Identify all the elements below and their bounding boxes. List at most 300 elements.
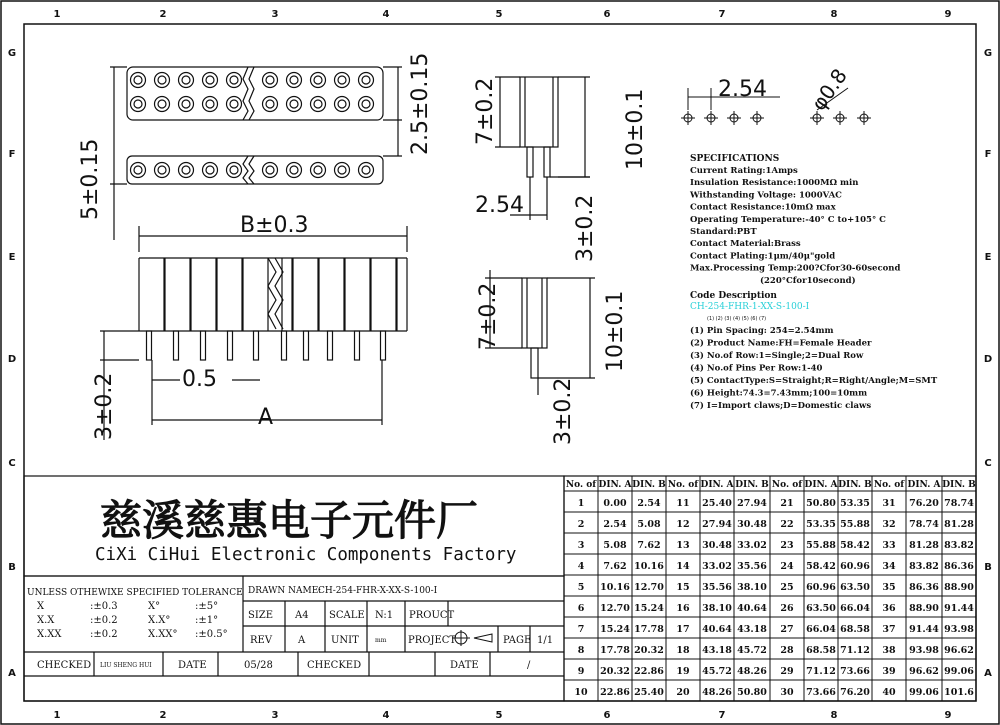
front-pin — [282, 331, 287, 360]
date1-value: 05/28 — [244, 660, 273, 671]
zone-row-label: F — [8, 149, 16, 160]
zone-col-label: 6 — [603, 710, 611, 721]
company-english: CiXi CiHui Electronic Components Factory — [95, 545, 517, 565]
front-pin — [147, 331, 152, 360]
table-cell: 8 — [577, 645, 585, 656]
code-item: (5) ContactType:S=Straight;R=Right/Angle;M=SMT — [690, 376, 938, 386]
table-cell: 60.96 — [806, 582, 836, 593]
table-cell: 53.35 — [806, 519, 836, 530]
top-view-hole — [203, 73, 218, 88]
table-cell: 31 — [882, 498, 896, 509]
side2-body-dim: 7±0.2 — [476, 282, 501, 350]
table-cell: 6 — [577, 603, 585, 614]
table-cell: 13 — [676, 540, 690, 551]
table-cell: 48.26 — [702, 687, 732, 698]
company-chinese: 慈溪慈惠电子元件厂 — [100, 496, 479, 545]
scale-label: SCALE — [329, 610, 365, 621]
table-cell: 78.74 — [944, 498, 974, 509]
table-cell: 14 — [676, 561, 690, 572]
zone-col-label: 1 — [53, 9, 61, 20]
table-cell: 26 — [780, 603, 794, 614]
table-cell: 19 — [676, 666, 690, 677]
table-cell: 50.80 — [806, 498, 836, 509]
table-cell: 76.20 — [840, 687, 870, 698]
drawn-name-label: DRAWN NAME: — [248, 586, 322, 596]
table-cell: 63.50 — [840, 582, 870, 593]
top-view-hole-inner — [230, 76, 238, 84]
spec-line: Insulation Resistance:1000MΩ min — [690, 178, 859, 189]
projection-symbol-icon — [452, 630, 492, 646]
table-cell: 58.42 — [806, 561, 836, 572]
project-label: PROJECT — [408, 635, 457, 646]
tolerance-cell: :±0.5° — [195, 629, 228, 640]
table-cell: 73.66 — [806, 687, 836, 698]
spec-line: (220°Cfor10second) — [760, 275, 856, 286]
table-cell: 55.88 — [806, 540, 836, 551]
top-view-hole-inner — [338, 76, 346, 84]
table-cell: 20.32 — [600, 666, 630, 677]
top-view-hole — [131, 73, 146, 88]
front-pin — [174, 331, 179, 360]
top-view-hole-inner — [182, 100, 190, 108]
table-cell: 12 — [676, 519, 690, 530]
table-cell: 96.62 — [944, 645, 974, 656]
checked1-value: LIU SHENG HUI — [100, 662, 152, 669]
side2-pin-dim: 3±0.2 — [551, 377, 576, 445]
table-cell: 43.18 — [737, 624, 767, 635]
table-cell: 33.02 — [702, 561, 732, 572]
table-cell: 17 — [676, 624, 690, 635]
table-cell: 53.35 — [840, 498, 870, 509]
zone-row-label: C — [8, 458, 16, 469]
side1-total-dim: 10±0.1 — [623, 88, 648, 170]
top-view-hole — [287, 163, 302, 178]
table-cell: 99.06 — [944, 666, 974, 677]
zone-col-label: 6 — [603, 9, 611, 20]
table-cell: 24 — [780, 561, 794, 572]
table-cell: 50.80 — [737, 687, 767, 698]
specs-title: SPECIFICATIONS — [690, 154, 780, 164]
table-cell: 10 — [574, 687, 588, 698]
spec-line: Max.Processing Temp:200?Cfor30-60second — [690, 263, 901, 274]
table-cell: 7 — [577, 624, 585, 635]
zone-col-label: 1 — [53, 710, 61, 721]
zone-row-label: G — [983, 48, 993, 59]
table-header: DIN. A — [804, 480, 838, 490]
top-view-hole-inner — [266, 76, 274, 84]
top-view-hole-inner — [290, 166, 298, 174]
zone-row-label: F — [984, 149, 992, 160]
tolerance-cell: X.X — [37, 615, 55, 626]
top-view-hole — [263, 97, 278, 112]
tolerance-title: UNLESS OTHEWIXE SPECIFIED TOLERANCE — [27, 588, 243, 598]
front-pin — [381, 331, 386, 360]
table-cell: 81.28 — [909, 540, 939, 551]
table-header: DIN. A — [907, 480, 941, 490]
code-items — [690, 325, 938, 411]
table-cell: 10.16 — [600, 582, 630, 593]
table-cell: 4 — [577, 561, 585, 572]
tolerance-cell: X° — [148, 601, 161, 612]
table-cell: 10.16 — [634, 561, 664, 572]
zone-col-label: 4 — [382, 710, 390, 721]
table-cell: 27 — [780, 624, 794, 635]
top-view-hole-inner — [314, 100, 322, 108]
table-cell: 40.64 — [737, 603, 767, 614]
code-item: (3) No.of Row:1=Single;2=Dual Row — [690, 351, 864, 361]
spec-line: Contact Material:Brass — [690, 239, 801, 250]
table-cell: 11 — [676, 498, 690, 509]
top-view-hole — [359, 97, 374, 112]
top-view-hole-inner — [338, 100, 346, 108]
table-cell: 83.82 — [944, 540, 974, 551]
top-view-hole-inner — [134, 166, 142, 174]
side2-total-dim: 10±0.1 — [603, 290, 628, 372]
table-cell: 40 — [882, 687, 896, 698]
table-cell: 71.12 — [840, 645, 870, 656]
top-view-hole — [335, 163, 350, 178]
table-cell: 12.70 — [600, 603, 630, 614]
spec-line: Contact Resistance:10mΩ max — [690, 202, 836, 213]
side-view-single — [485, 270, 595, 395]
table-cell: 35 — [882, 582, 896, 593]
top-view-hole — [203, 97, 218, 112]
top-view-hole — [155, 163, 170, 178]
top-view-hole-inner — [290, 76, 298, 84]
top-view-hole — [335, 73, 350, 88]
top-view-hole-inner — [230, 166, 238, 174]
top-view-hole — [287, 97, 302, 112]
top-view-hole — [227, 73, 242, 88]
top-view-hole-inner — [314, 76, 322, 84]
table-header: No. of — [667, 480, 699, 490]
tolerance-rows — [37, 601, 228, 640]
date2-label: DATE — [450, 660, 479, 671]
table-cell: 25.40 — [634, 687, 664, 698]
top-view-hole-inner — [338, 166, 346, 174]
table-cell: 18 — [676, 645, 690, 656]
top-view-hole — [263, 163, 278, 178]
rev-label: REV — [250, 635, 273, 646]
table-cell: 2.54 — [603, 519, 627, 530]
table-header: DIN. B — [838, 480, 872, 490]
zone-col-label: 5 — [495, 9, 503, 20]
front-pin — [355, 331, 360, 360]
zone-col-label: 9 — [944, 710, 952, 721]
top-view-hole — [311, 73, 326, 88]
table-header: No. of — [565, 480, 597, 490]
table-cell: 35.56 — [702, 582, 732, 593]
table-cell: 88.90 — [944, 582, 974, 593]
zone-col-label: 7 — [718, 710, 726, 721]
table-cell: 68.58 — [840, 624, 870, 635]
spec-line: Withstanding Voltage: 1000VAC — [690, 190, 842, 201]
table-cell: 25.40 — [702, 498, 732, 509]
table-cell: 25 — [780, 582, 794, 593]
zone-row-label: A — [8, 668, 16, 679]
table-cell: 60.96 — [840, 561, 870, 572]
table-cell: 7.62 — [603, 561, 627, 572]
table-cell: 7.62 — [637, 540, 661, 551]
date2-value: / — [527, 660, 531, 671]
tolerance-cell: X.XX° — [148, 629, 178, 640]
table-header: DIN. B — [632, 480, 666, 490]
table-cell: 17.78 — [600, 645, 630, 656]
table-cell: 96.62 — [909, 666, 939, 677]
top-view-hole-inner — [134, 100, 142, 108]
front-pin-length-dim: 3±0.2 — [92, 372, 117, 440]
tolerance-cell: :±0.3 — [90, 601, 118, 612]
table-cell: 93.98 — [909, 645, 939, 656]
table-cell: 45.72 — [702, 666, 732, 677]
spec-line: Contact Plating:1μm/40μ"gold — [690, 251, 836, 262]
zone-col-label: 4 — [382, 9, 390, 20]
table-cell: 91.44 — [944, 603, 974, 614]
zone-row-label: E — [984, 252, 992, 263]
front-view-drawing — [100, 226, 407, 440]
table-cell: 2.54 — [637, 498, 661, 509]
top-view-hole — [131, 163, 146, 178]
code-indices: (1) (2) (3) (4) (5) (6) (7) — [707, 316, 767, 322]
page-value: 1/1 — [537, 635, 554, 646]
zone-col-label: 3 — [271, 710, 279, 721]
zone-row-label: G — [7, 48, 17, 59]
side1-pin-dim: 3±0.2 — [573, 194, 598, 262]
table-cell: 88.90 — [909, 603, 939, 614]
table-cell: 22 — [780, 519, 794, 530]
top-view-hole-inner — [206, 100, 214, 108]
spec-line: Current Rating:1Amps — [690, 166, 798, 176]
table-cell: 2 — [577, 519, 585, 530]
side1-pitch-dim: 2.54 — [475, 193, 524, 218]
top-view-hole — [155, 73, 170, 88]
top-view-hole-inner — [134, 76, 142, 84]
table-cell: 5.08 — [637, 519, 661, 530]
top-view-hole-inner — [158, 76, 166, 84]
checked1-label: CHECKED — [37, 660, 92, 671]
table-cell: 15.24 — [600, 624, 630, 635]
table-cell: 5.08 — [603, 540, 627, 551]
code-item: (2) Product Name:FH=Female Header — [690, 338, 872, 349]
zone-col-label: 2 — [159, 710, 167, 721]
top-view-hole-inner — [158, 100, 166, 108]
pcb-hole-pattern — [681, 111, 871, 125]
code-title: Code Description — [690, 291, 777, 301]
tolerance-cell: X.XX — [37, 629, 62, 640]
table-cell: 63.50 — [806, 603, 836, 614]
rev-value: A — [298, 635, 306, 646]
top-view-hole — [227, 97, 242, 112]
zone-row-label: D — [7, 354, 17, 365]
top-view-hole-inner — [266, 166, 274, 174]
top-view-hole — [155, 97, 170, 112]
top-view-hole — [311, 163, 326, 178]
top-view-hole — [287, 73, 302, 88]
zone-row-label: A — [984, 668, 992, 679]
unit-label: UNIT — [331, 635, 359, 646]
table-cell: 83.82 — [909, 561, 939, 572]
table-cell: 27.94 — [702, 519, 732, 530]
code-item: (6) Height:74.3=7.43mm;100=10mm — [690, 388, 868, 399]
table-cell: 38.10 — [702, 603, 732, 614]
table-cell: 17.78 — [634, 624, 664, 635]
top-view-hole-inner — [182, 76, 190, 84]
table-cell: 39 — [882, 666, 896, 677]
table-cell: 38 — [882, 645, 896, 656]
table-cell: 33 — [882, 540, 896, 551]
side1-body-dim: 7±0.2 — [473, 77, 498, 145]
body-width-dim: B±0.3 — [240, 213, 309, 238]
scale-value: N:1 — [375, 610, 394, 621]
table-cell: 5 — [577, 582, 585, 593]
table-cell: 12.70 — [634, 582, 664, 593]
front-pin — [201, 331, 206, 360]
top-view-hole — [311, 97, 326, 112]
unit-value: mm — [375, 637, 387, 644]
tolerance-cell: :±0.2 — [90, 629, 118, 640]
table-cell: 99.06 — [909, 687, 939, 698]
top-view-hole — [179, 163, 194, 178]
spec-lines — [689, 166, 900, 286]
table-cell: 1 — [577, 498, 585, 509]
top-view-hole-inner — [290, 100, 298, 108]
zone-row-label: B — [8, 562, 16, 573]
table-cell: 93.98 — [944, 624, 974, 635]
checked2-label: CHECKED — [307, 660, 362, 671]
zone-col-label: 8 — [830, 710, 838, 721]
top-view-hole-inner — [362, 166, 370, 174]
zone-row-label: B — [984, 562, 992, 573]
tolerance-cell: :±5° — [195, 601, 219, 612]
table-header: No. of — [873, 480, 905, 490]
table-cell: 0.00 — [603, 498, 627, 509]
dimension-table — [564, 476, 976, 701]
table-header: DIN. A — [700, 480, 734, 490]
table-cell: 66.04 — [840, 603, 870, 614]
front-pin — [228, 331, 233, 360]
table-cell: 3 — [577, 540, 585, 551]
length-a-dim: A — [258, 405, 274, 430]
hole-pitch-dim: 2.54 — [718, 77, 767, 102]
pin-width-dim: 0.5 — [182, 367, 217, 392]
tolerance-cell: X.X° — [148, 615, 171, 626]
top-view-hole-inner — [182, 166, 190, 174]
top-view-hole — [203, 163, 218, 178]
tolerance-cell: :±1° — [195, 615, 219, 626]
code-string: CH-254-FHR-1-XX-S-100-I — [690, 302, 810, 312]
table-cell: 9 — [577, 666, 585, 677]
table-cell: 22.86 — [634, 666, 664, 677]
top-view-hole-inner — [362, 100, 370, 108]
top-view-hole — [335, 97, 350, 112]
table-header: DIN. B — [735, 480, 769, 490]
page-label: PAGE — [503, 635, 532, 646]
top-view-hole-inner — [230, 100, 238, 108]
table-cell: 66.04 — [806, 624, 836, 635]
table-cell: 15.24 — [634, 603, 664, 614]
top-view-hole — [179, 73, 194, 88]
date1-label: DATE — [178, 660, 207, 671]
table-cell: 78.74 — [909, 519, 939, 530]
spec-line: Operating Temperature:-40° C to+105° C — [690, 214, 886, 225]
table-cell: 29 — [780, 666, 794, 677]
table-cell: 30 — [780, 687, 794, 698]
side-height-dim: 5±0.15 — [78, 138, 103, 220]
zone-row-label: E — [8, 252, 16, 263]
table-cell: 58.42 — [840, 540, 870, 551]
top-view-hole — [263, 73, 278, 88]
size-value: A4 — [295, 610, 309, 621]
tolerance-cell: X — [37, 601, 45, 612]
table-cell: 76.20 — [909, 498, 939, 509]
tolerance-cell: :±0.2 — [90, 615, 118, 626]
zone-col-label: 9 — [944, 9, 952, 20]
top-view-hole-inner — [362, 76, 370, 84]
zone-col-label: 2 — [159, 9, 167, 20]
zone-col-label: 5 — [495, 710, 503, 721]
table-cell: 45.72 — [737, 645, 767, 656]
table-cell: 27.94 — [737, 498, 767, 509]
top-view-hole — [359, 73, 374, 88]
table-cell: 20 — [676, 687, 690, 698]
zone-col-label: 8 — [830, 9, 838, 20]
table-cell: 73.66 — [840, 666, 870, 677]
table-header: DIN. B — [942, 480, 976, 490]
product-label: PROUCT — [409, 610, 455, 621]
table-cell: 28 — [780, 645, 794, 656]
top-height-dim: 2.5±0.15 — [408, 52, 433, 155]
spec-line: Standard:PBT — [690, 227, 757, 237]
table-cell: 33.02 — [737, 540, 767, 551]
table-cell: 91.44 — [909, 624, 939, 635]
table-header: No. of — [771, 480, 803, 490]
table-cell: 37 — [882, 624, 896, 635]
top-view-hole-inner — [206, 166, 214, 174]
table-cell: 30.48 — [737, 519, 767, 530]
table-cell: 34 — [882, 561, 896, 572]
table-cell: 86.36 — [944, 561, 974, 572]
code-item: (4) No.of Pins Per Row:1-40 — [690, 363, 823, 374]
top-view-hole — [131, 97, 146, 112]
top-view-hole — [179, 97, 194, 112]
table-cell: 40.64 — [702, 624, 732, 635]
top-view-hole-inner — [158, 166, 166, 174]
zone-row-label: C — [984, 458, 992, 469]
table-cell: 101.6 — [944, 687, 974, 698]
top-view-hole-inner — [314, 166, 322, 174]
zone-col-label: 3 — [271, 9, 279, 20]
zone-col-label: 7 — [718, 9, 726, 20]
table-cell: 20.32 — [634, 645, 664, 656]
table-cell: 48.26 — [737, 666, 767, 677]
table-cell: 23 — [780, 540, 794, 551]
drawn-name-value: CH-254-FHR-X-XX-S-100-I — [318, 586, 438, 596]
hole-dia-dim: φ0.8 — [806, 64, 852, 115]
zone-row-label: D — [983, 354, 993, 365]
size-label: SIZE — [248, 610, 274, 621]
top-view-hole-inner — [206, 76, 214, 84]
table-cell: 71.12 — [806, 666, 836, 677]
top-view-hole — [359, 163, 374, 178]
table-cell: 16 — [676, 603, 690, 614]
table-cell: 21 — [780, 498, 794, 509]
table-cell: 22.86 — [600, 687, 630, 698]
front-pin — [254, 331, 259, 360]
table-header: DIN. A — [598, 480, 632, 490]
table-cell: 32 — [882, 519, 896, 530]
top-view-hole — [227, 163, 242, 178]
table-cell: 30.48 — [702, 540, 732, 551]
